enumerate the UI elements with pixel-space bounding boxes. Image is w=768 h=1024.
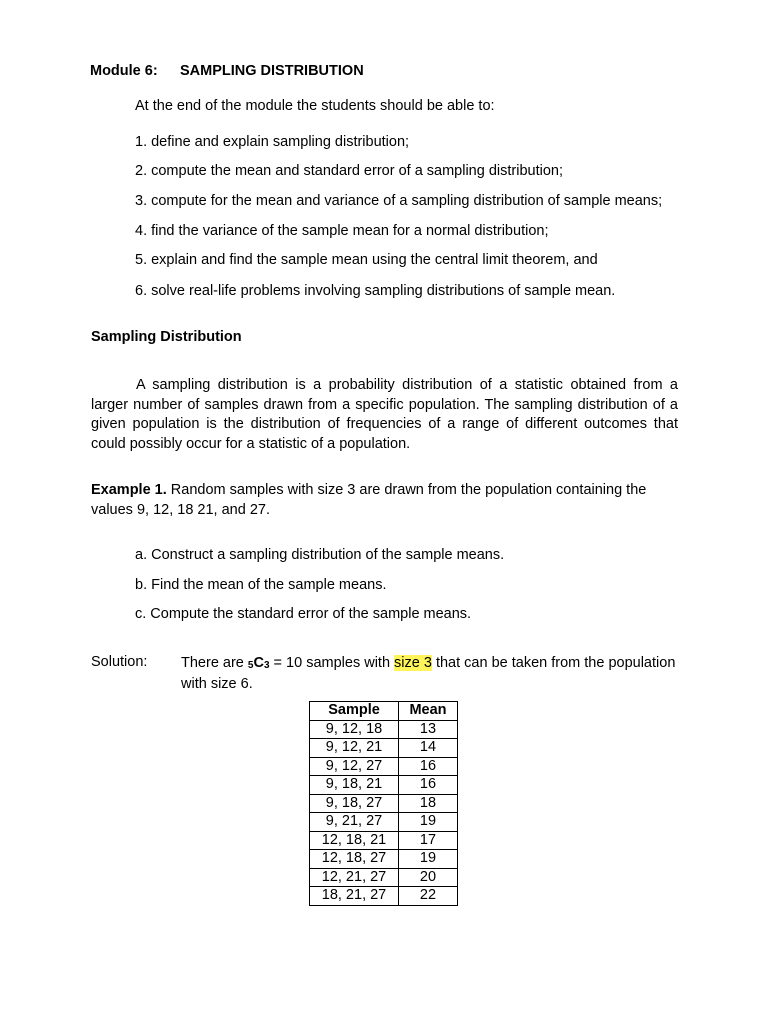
definition-paragraph [91,376,678,454]
mean-cell: 16 [399,776,458,795]
sample-cell: 9, 18, 21 [310,776,399,795]
table-row [310,868,458,887]
table-row [310,794,458,813]
table-row [310,739,458,758]
table-header-row [310,702,458,721]
table-row [310,887,458,906]
definition-text: A sampling distribution is a probability distribution of a statistic obtained from a larger number of samples drawn from a specific population. The sampling distribution of a given population is the distribution of frequencies of a range of different outcomes that could possibly occur for a statistic of a population. [91,377,678,452]
sample-cell: 9, 18, 27 [310,794,399,813]
sample-cell: 9, 12, 18 [310,720,399,739]
mean-cell: 20 [399,868,458,887]
sample-cell: 12, 18, 21 [310,831,399,850]
solution-post: that can be taken from the population with size 6. [181,655,676,692]
sample-cell: 9, 21, 27 [310,813,399,832]
table-row [310,776,458,795]
mean-cell: 14 [399,739,458,758]
mean-cell: 17 [399,831,458,850]
intro-text: At the end of the module the students should be able to: [135,98,495,114]
table-row [310,831,458,850]
sample-cell: 9, 12, 21 [310,739,399,758]
sample-cell: 12, 21, 27 [310,868,399,887]
solution-mid: = 10 samples with [269,655,395,671]
mean-cell: 18 [399,794,458,813]
combination-n: 5 [247,660,254,671]
mean-cell: 13 [399,720,458,739]
table-row [310,720,458,739]
objective-item: 5. explain and find the sample mean using the central limit theorem, and [135,252,598,268]
mean-cell: 19 [399,813,458,832]
table-row [310,813,458,832]
mean-cell: 19 [399,850,458,869]
objective-item: 3. compute for the mean and variance of a sampling distribution of sample means; [135,193,663,209]
mean-cell: 22 [399,887,458,906]
module-title: SAMPLING DISTRIBUTION [180,63,364,79]
table-row [310,850,458,869]
solution-pre: There are [181,655,248,671]
combination-r: 3 [263,660,270,671]
solution-label: Solution: [91,654,148,670]
example-text: Random samples with size 3 are drawn from the population containing the values 9, 12, 18 21, and 27. [91,482,647,518]
example-paragraph [91,481,678,520]
table-row [310,757,458,776]
example-label: Example 1. [91,482,167,498]
example-task: b. Find the mean of the sample means. [135,577,387,593]
combination-c: C [253,655,264,671]
objective-item: 4. find the variance of the sample mean for a normal distribution; [135,223,549,239]
objective-item: 1. define and explain sampling distribution; [135,134,410,150]
objective-item: 6. solve real-life problems involving sampling distributions of sample mean. [135,283,616,299]
sample-cell: 9, 12, 27 [310,757,399,776]
solution-text [181,654,681,694]
example-task: c. Compute the standard error of the sample means. [135,606,472,622]
mean-cell: 16 [399,757,458,776]
module-label: Module 6: [90,63,158,79]
module-heading [90,63,364,79]
column-header-sample: Sample [310,702,399,721]
example-task: a. Construct a sampling distribution of the sample means. [135,547,505,563]
sample-cell: 12, 18, 27 [310,850,399,869]
section-title: Sampling Distribution [91,329,242,345]
column-header-mean: Mean [399,702,458,721]
sample-cell: 18, 21, 27 [310,887,399,906]
sample-means-table [309,701,458,906]
objective-item: 2. compute the mean and standard error of a sampling distribution; [135,163,563,179]
highlighted-text: size 3 [394,655,432,671]
